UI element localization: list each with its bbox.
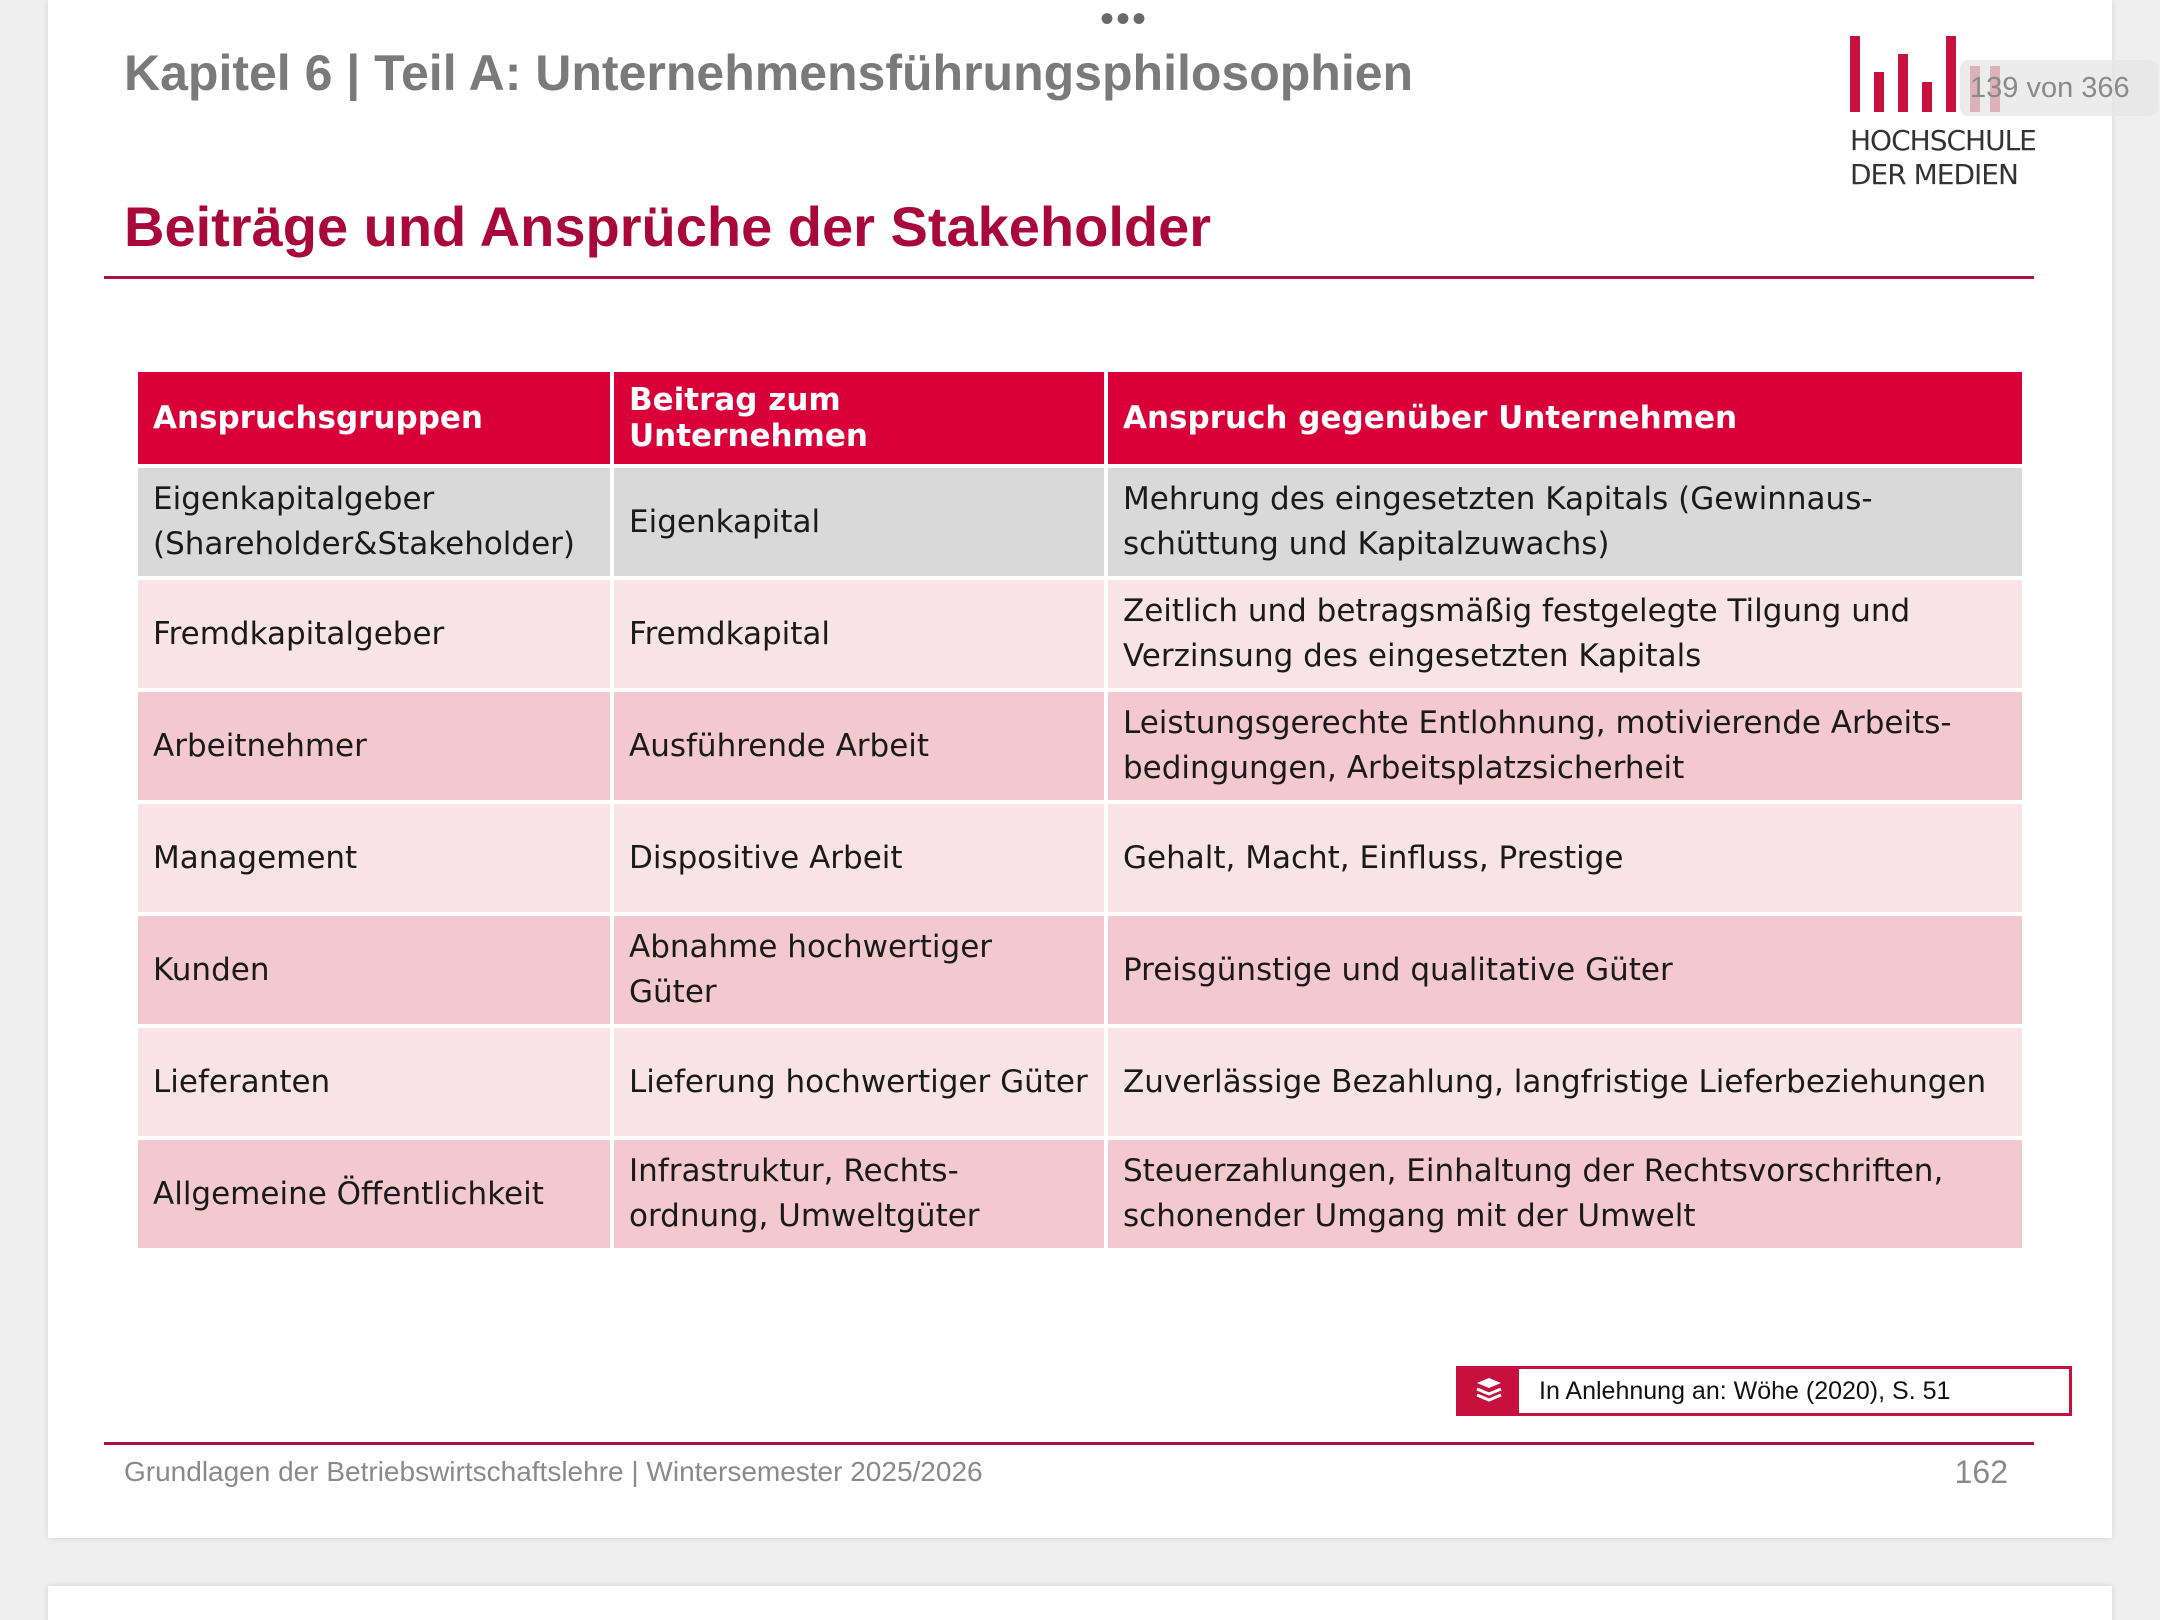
cell-group: Arbeitnehmer — [138, 692, 610, 800]
slide-title: Beiträge und Ansprüche der Stakeholder — [124, 195, 1212, 258]
table-row — [138, 804, 2022, 912]
cell-claim: Gehalt, Macht, Einfluss, Prestige — [1108, 804, 2022, 912]
table-row — [138, 1140, 2022, 1248]
cell-contribution: Fremdkapital — [614, 580, 1104, 688]
cell-group: Fremdkapitalgeber — [138, 580, 610, 688]
logo-line-1: HOCHSCHULE — [1850, 124, 2036, 157]
source-box — [1456, 1366, 2072, 1416]
title-divider — [104, 276, 2034, 279]
source-text: In Anlehnung an: Wöhe (2020), S. 51 — [1539, 1377, 1951, 1405]
header-claim: Anspruch gegenüber Unternehmen — [1108, 372, 2022, 464]
cell-group: Kunden — [138, 916, 610, 1024]
cell-contribution: Eigenkapital — [614, 468, 1104, 576]
logo-text — [1850, 124, 2036, 192]
cell-contribution: Ausführende Arbeit — [614, 692, 1104, 800]
table-row — [138, 916, 2022, 1024]
cell-claim: Leistungsgerechte Entlohnung, motivierende Arbeits-bedingungen, Arbeitsplatzsicherheit — [1108, 692, 2022, 800]
footer-text: Grundlagen der Betriebswirtschaftslehre | Wintersemester 2025/2026 — [124, 1456, 983, 1487]
cell-claim: Zeitlich und betragsmäßig festgelegte Tilgung und Verzinsung des eingesetzten Kapitals — [1108, 580, 2022, 688]
more-options-icon[interactable]: ••• — [1100, 0, 1149, 41]
header-contribution: Beitrag zum Unternehmen — [614, 372, 1104, 464]
slide-page-number: 162 — [1954, 1454, 2008, 1490]
cell-group: Management — [138, 804, 610, 912]
table-row — [138, 1028, 2022, 1136]
table-row — [138, 692, 2022, 800]
cell-claim: Preisgünstige und qualitative Güter — [1108, 916, 2022, 1024]
cell-claim: Mehrung des eingesetzten Kapitals (Gewinnaus-schüttung und Kapitalzuwachs) — [1108, 468, 2022, 576]
cell-claim: Steuerzahlungen, Einhaltung der Rechtsvorschriften, schonender Umgang mit der Umwelt — [1108, 1140, 2022, 1248]
cell-contribution: Abnahme hochwertiger Güter — [614, 916, 1104, 1024]
chapter-heading: Kapitel 6 | Teil A: Unternehmensführungsphilosophien — [124, 45, 1414, 101]
book-stack-icon — [1459, 1369, 1519, 1413]
table-row — [138, 468, 2022, 576]
next-slide-page — [48, 1586, 2112, 1620]
stakeholder-table — [134, 368, 2026, 1252]
cell-contribution: Infrastruktur, Rechts-ordnung, Umweltgüter — [614, 1140, 1104, 1248]
cell-contribution: Dispositive Arbeit — [614, 804, 1104, 912]
page-counter: 139 von 366 — [1960, 60, 2158, 116]
cell-group: Lieferanten — [138, 1028, 610, 1136]
footer-divider — [104, 1442, 2034, 1445]
cell-contribution: Lieferung hochwertiger Güter — [614, 1028, 1104, 1136]
cell-claim: Zuverlässige Bezahlung, langfristige Lieferbeziehungen — [1108, 1028, 2022, 1136]
header-groups: Anspruchsgruppen — [138, 372, 610, 464]
cell-group: Eigenkapitalgeber (Shareholder&Stakeholder) — [138, 468, 610, 576]
cell-group: Allgemeine Öffentlichkeit — [138, 1140, 610, 1248]
logo-line-2: DER MEDIEN — [1850, 158, 2018, 191]
table-row — [138, 580, 2022, 688]
table-header-row — [138, 372, 2022, 464]
